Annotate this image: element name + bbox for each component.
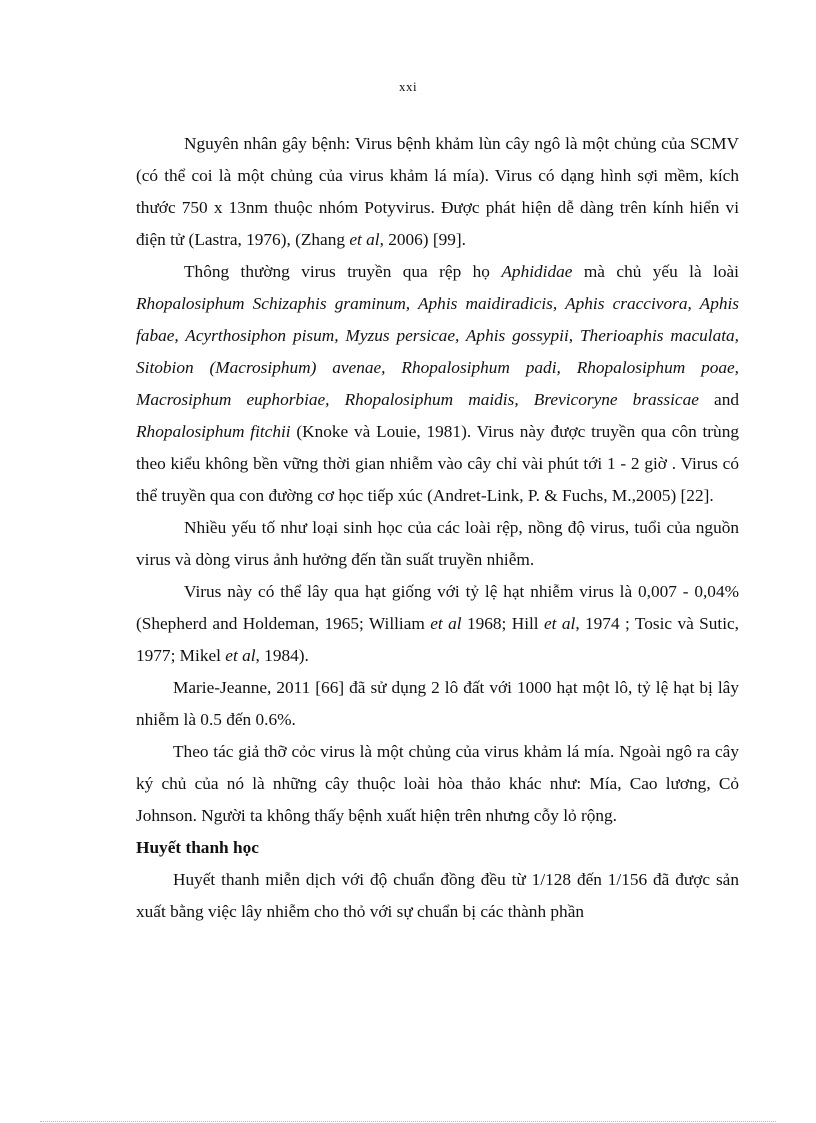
family-name: Aphididae [501, 262, 573, 281]
paragraph-host-plants: Theo tác giả thỡ cỏc virus là một chủng của virus khảm lá mía. Ngoài ngô ra cây ký chủ của nó là những cây thuộc loài hòa thảo khác như: Mía, Cao lương, Cỏ Johnson. Người ta không thấy bệnh xuất hiện trên nhưng cỗy lỏ rộng. [136, 742, 739, 825]
species-list: Rhopalosiphum Schizaphis graminum, Aphis maidiradicis, Aphis craccivora, Aphis fabae, Acyrthosiphon pisum, Myzus persicae, Aphis gossypii, Therioaphis maculata, Sitobion (Macrosiphum) avenae, Rhopalosiphum padi, Rhopalosiphum poae, Macrosiphum euphorbiae, Rhopalosiphum maidis, Brevicoryne brassicae [136, 294, 739, 409]
page-bottom-divider [40, 1121, 776, 1122]
document-body [136, 128, 739, 928]
paragraph-transmission: Thông thường virus truyền qua rệp họ Aphididae mà chủ yếu là loài Rhopalosiphum Schizaphis graminum, Aphis maidiradicis, Aphis craccivora, Aphis fabae, Acyrthosiphon pisum, Myzus persicae, Aphis gossypii, Therioaphis maculata, Sitobion (Macrosiphum) avenae, Rhopalosiphum padi, Rhopalosiphum poae, Macrosiphum euphorbiae, Rhopalosiphum maidis, Brevicoryne brassicae and Rhopalosiphum fitchii (Knoke và Louie, 1981). Virus này được truyền qua côn trùng theo kiểu không bền vững thời gian nhiễm vào cây chỉ vài phút tới 1 - 2 giờ . Virus có thể truyền qua con đường cơ học tiếp xúc (Andret-Link, P. & Fuchs, M.,2005) [22]. [136, 262, 739, 505]
section-heading: Huyết thanh học [136, 838, 259, 857]
et-al: et al [349, 230, 380, 249]
paragraph-factors: Nhiều yếu tố như loại sinh học của các loài rệp, nồng độ virus, tuổi của nguồn virus và dòng virus ảnh hưởng đến tần suất truyền nhiễm. [136, 518, 739, 569]
species-name: Rhopalosiphum fitchii [136, 422, 291, 441]
paragraph-cause: Nguyên nhân gây bệnh: Virus bệnh khảm lùn cây ngô là một chủng của SCMV (có thể coi là một chủng của virus khảm lá mía). Virus có dạng hình sợi mềm, kích thước 750 x 13nm thuộc nhóm Potyvirus. Được phát hiện dễ dàng trên kính hiển vi điện tử (Lastra, 1976), (Zhang et al, 2006) [99]. [136, 134, 739, 249]
paragraph-serology: Huyết thanh miễn dịch với độ chuẩn đồng đều từ 1/128 đến 1/156 đã được sản xuất bằng việc lây nhiễm cho thỏ với sự chuẩn bị các thành phần [136, 870, 739, 921]
paragraph-marie-jeanne: Marie-Jeanne, 2011 [66] đã sử dụng 2 lô đất với 1000 hạt một lô, tỷ lệ hạt bị lây nhiễm là 0.5 đến 0.6%. [136, 678, 739, 729]
paragraph-seed-transmission: Virus này có thể lây qua hạt giống với tỷ lệ hạt nhiễm virus là 0,007 - 0,04% (Shepherd and Holdeman, 1965; William et al 1968; Hill et al, 1974 ; Tosic và Sutic, 1977; Mikel et al, 1984). [136, 582, 739, 665]
page-number: xxi [398, 79, 418, 94]
